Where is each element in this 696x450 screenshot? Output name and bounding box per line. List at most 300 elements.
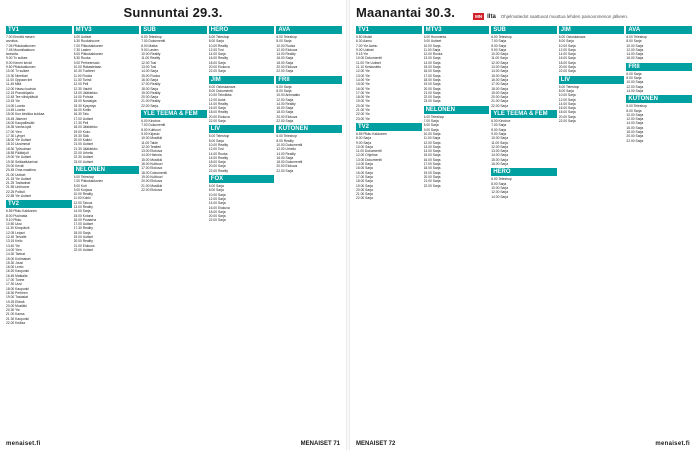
program-listing: 16.00 Sarja (423, 69, 441, 74)
program-listing: 13.00 Elokuva (141, 149, 163, 154)
program-listing: 12.00 Talous (73, 200, 93, 205)
program-listing: 18.10 Uusimmat (6, 142, 31, 147)
program-listing: 19.00 Sarja (356, 183, 373, 188)
program-listing: 13.00 Sarja (423, 144, 441, 149)
program-listing: 15.00 Ruoka (141, 73, 160, 78)
program-listing: 18.00 Sarja (276, 60, 294, 65)
channel-header-jim: JIM (209, 76, 275, 84)
program-listing: 17.00 Uutiset (73, 116, 94, 121)
program-listing: 7.30 Lasten (73, 47, 91, 52)
program-listing: 20.00 Sarja (558, 114, 576, 119)
program-listing: 7.45 Muumilaakson (6, 47, 35, 52)
program-listing: 7.00 Pikkukakkonen (73, 43, 104, 48)
program-listing: 10.50 Uusi (6, 222, 22, 227)
program-listing: 10.00 Sarja (491, 136, 509, 141)
program-listing: 9.00 Sarja (491, 47, 507, 52)
program-listing: 17.00 Tunne (6, 278, 25, 283)
program-listing: 21.00 Reality (141, 99, 161, 104)
listing-column (559, 24, 625, 434)
program-listing: 14.00 Ylen (6, 247, 22, 252)
channel-header-tv2: TV2 (356, 123, 422, 131)
program-listing: 11.10 Keskustelu (356, 65, 382, 70)
program-listing: 12.00 Sarja (491, 60, 509, 65)
listing-column (74, 24, 140, 434)
listing-column (626, 24, 692, 434)
program-listing: 6.00 Ostoskanava (558, 35, 586, 39)
program-listing: 8.00 Sarja (558, 88, 574, 93)
channel-header-liv: LIV (559, 76, 625, 84)
listing-column (6, 24, 72, 434)
program-listing: 12.00 Sarja (626, 117, 644, 122)
program-listing: 22.00 Sarja (276, 168, 294, 173)
program-listing: 14.30 Tarinat (6, 252, 26, 257)
program-listing: 16.00 Sarja (626, 56, 644, 61)
program-listing: 9.00 Kenen kevät (6, 60, 32, 65)
program-listing: 10.00 Reality (141, 52, 161, 57)
program-listing: 8.00 Sarja (491, 181, 507, 186)
channel-header-tv1: TV1 (356, 26, 422, 34)
program-listing: 22.00 Sarja (208, 119, 226, 124)
program-listing: 18.00 Reality (208, 110, 229, 115)
program-listing: 19.00 Yle (356, 99, 370, 104)
program-listing: 16.00 Puutarha (73, 217, 97, 222)
program-listing: 19.00 Sarja (423, 82, 441, 87)
program-listing: 10.00 Animaatio (276, 93, 301, 98)
brand-logo (473, 13, 628, 20)
program-listing: 15.00 Sarja (356, 166, 373, 171)
program-listing: 16.00 Sarja (491, 77, 509, 82)
program-listing: 19.00 Kulttuuri (141, 174, 163, 179)
program-listing: 22.00 Urheilu (73, 151, 94, 156)
program-listing: 20.00 Reality (73, 239, 93, 244)
program-listing: 20.00 Elokuva (276, 164, 298, 169)
program-listing: 10.00 Sarja (626, 80, 644, 85)
program-listing: 23.00 Yle (356, 116, 370, 121)
program-listing: 7.00 Dokumentti (141, 123, 166, 128)
program-listing: 18.00 Sarja (141, 86, 159, 91)
program-listing: 14.00 Puhuta (73, 95, 94, 100)
program-listing: 16.00 Sarja (276, 106, 294, 111)
program-listing: 9.00 Lasten (141, 47, 159, 52)
program-listing: 13.00 Sarja (491, 65, 509, 70)
program-listing: 14.00 Sarja (356, 162, 373, 167)
program-listing: 12.45 Tervalle (6, 235, 27, 240)
program-listing: 14.00 Sarja (626, 88, 644, 93)
program-listing: 6.00 Teleshop (626, 104, 647, 109)
program-listing: 14.00 Reality (276, 52, 296, 57)
program-listing: 6.00 Teleshop (423, 114, 445, 119)
program-listing: arvoitus. (6, 39, 19, 44)
program-listing: 16.00 Sarja (208, 106, 226, 111)
program-listing: 19.30 Seikkailutarinat (6, 159, 38, 164)
left-page-footer (6, 441, 340, 447)
program-listing: 12.00 Ruoka (423, 52, 443, 57)
program-listing: 20.00 Sarja (208, 214, 226, 219)
program-listing: 18.00 Sarja (208, 60, 226, 65)
program-listing: 7.00 Sarja (491, 39, 507, 44)
program-listing: 18.00 Jääkiekko (73, 125, 98, 130)
program-listing: 13.00 Reality (73, 204, 93, 209)
program-listing: 8.00 Sarja (208, 188, 224, 193)
listing-column (491, 24, 557, 434)
program-listing: 14.00 Yle (356, 77, 370, 82)
program-listing: 9.00 Perheenvalo (73, 60, 100, 65)
program-listing: 18.30 Työvoiman (6, 146, 32, 151)
program-listing: 20.00 Elokuva (276, 114, 298, 119)
program-listing: 10.00 Sarja (356, 144, 373, 149)
listing-column (276, 24, 342, 434)
program-listing: 9.00 Kirjasto (141, 131, 160, 136)
program-listing: 12.00 Ohjelma (356, 153, 378, 158)
program-listing: 12.00 Urheilu (276, 147, 296, 152)
program-listing: 14.45 Luonto (6, 108, 26, 113)
program-listing: 14.00 Sarja (73, 209, 91, 214)
channel-header-nelonen: NELONEN (74, 166, 140, 174)
program-listing: 6.55 Pikku Kakkonen (356, 131, 387, 136)
program-listing: 20.30 Yle (6, 308, 20, 313)
program-listing: 22.00 Uutiset (73, 247, 94, 252)
program-listing: 22.00 Sarja (356, 196, 373, 201)
brand-badge: MN (475, 14, 483, 19)
program-listing: 22.00 Yle (356, 112, 370, 117)
program-listing: 19.00 Koko (73, 129, 91, 134)
program-listing: 16.00 Sarja (558, 56, 576, 61)
program-listing: 21.30 Kaupunki (6, 316, 29, 321)
program-listing: 11.45 Mitä (6, 82, 22, 87)
program-listing: 7.00 Sarja (491, 123, 507, 128)
program-listing: 15.00 Nostalgia (73, 99, 97, 104)
program-listing: 11.00 Sarja (491, 56, 508, 61)
program-listing: 18.00 Kaupunki (6, 286, 29, 291)
program-listing: 18.00 Sarja (356, 179, 373, 184)
program-listing: 17.00 Ylen (6, 129, 22, 134)
program-listing: 18.00 Sarja (208, 209, 226, 214)
program-listing: 17.00 Reality (141, 82, 161, 87)
program-listing: 11.00 Sarja (423, 136, 441, 141)
page-title-monday: Maanantai 30.3. (356, 5, 456, 20)
program-listing: 8.00 Sarja (626, 39, 642, 44)
program-listing: 12.00 Sarja (626, 47, 644, 52)
program-listing: 17.00 Yle (356, 90, 370, 95)
program-listing: 6.00 Sarja (208, 184, 224, 189)
program-listing: 6.00 Teleshop (208, 134, 230, 139)
program-listing: 10.00 Reality (73, 192, 93, 197)
program-listing: 21.00 Sarja (491, 99, 509, 104)
program-listing: 12.30 Vauhti (73, 86, 92, 91)
program-listing: 10.00 Sarja (423, 43, 441, 48)
program-listing: 16.00 Reality (208, 56, 229, 61)
program-listing: 7.00 Sarja (423, 119, 439, 124)
program-listing: 19.25 Elämä (6, 299, 25, 304)
program-listing: 12.00 Yle (356, 69, 370, 74)
left-page (0, 0, 346, 450)
program-listing: 17.30 Reality (73, 226, 93, 231)
program-listing: 7.00 Dokumentti (141, 39, 166, 44)
program-listing: 20.00 Sarja (356, 187, 373, 192)
right-page (350, 0, 696, 450)
program-listing: 8.00 Matka (141, 43, 158, 48)
channel-header-nelonen: NELONEN (424, 106, 490, 114)
program-listing: 14.00 Sarja (558, 101, 576, 106)
program-listing: 14.00 Reality (276, 151, 296, 156)
channel-header-tv2: TV2 (6, 200, 72, 208)
program-listing: 14.00 Sarja (491, 153, 509, 158)
program-listing: 21.00 Elokuva (73, 243, 95, 248)
program-listing: 12.00 Tosi (208, 147, 224, 152)
program-listing: 22.00 Sarja (491, 103, 509, 108)
program-listing: 15.00 Yle (356, 82, 370, 87)
program-listing: 20.00 Sarja (208, 164, 226, 169)
program-listing: 6.00 Teleshop (558, 84, 580, 89)
program-listing: 13.40 Yle (6, 243, 20, 248)
program-listing: 6.55 Pikku Kakkonen (6, 209, 37, 214)
program-listing: 20.00 Kevät (6, 163, 24, 168)
program-listing: 22.00 Sarja (558, 119, 576, 124)
program-listing: 14.00 Sarja (491, 69, 509, 74)
footer-site: menaiset.fi (6, 441, 41, 447)
program-listing: 22.00 Reality (208, 168, 229, 173)
program-listing: 6.00 Kinobox (491, 119, 511, 124)
program-listing: 18.00 Sarja (491, 86, 509, 91)
program-listing: 7.05 Pikkukakkonen (6, 43, 36, 48)
program-listing: 22.00 Sarja (141, 103, 159, 108)
program-listing: 12.00 Sarja (423, 140, 441, 145)
program-listing: 16.00 Sarja (141, 77, 159, 82)
program-listing: 16.30 Talo (73, 112, 89, 117)
program-listing: 22.00 Sarja (626, 138, 644, 143)
left-page-columns (6, 24, 342, 434)
program-listing: 14.00 Sarja (626, 121, 644, 126)
program-listing: 21.00 Kansa (6, 312, 25, 317)
program-listing: 20.00 Elokuva (208, 114, 230, 119)
program-listing: 8.00 Sarja (491, 127, 507, 132)
program-listing: 8.00 Sarja (491, 43, 507, 48)
program-listing: 19.00 Reality (141, 90, 161, 95)
program-listing: 17.00 Uutiset (73, 222, 94, 227)
program-listing: 18.00 Yle (356, 95, 370, 100)
program-listing: 12.15 Pianokilpailu (6, 90, 34, 95)
program-listing: 8.00 Pikkukakkonen (73, 52, 104, 57)
program-listing: 11.30 Kinopäivä (6, 226, 30, 231)
program-listing: 16.00 Reality (208, 155, 229, 160)
brand-name: Ilta (487, 13, 496, 20)
program-listing: 22.55 Yle Uutiset (6, 193, 32, 198)
program-listing: 9.00 Sarja (491, 131, 507, 136)
program-listing: 23.00 Uutiset (73, 159, 94, 164)
program-listing: 12.00 Tosi (208, 47, 224, 52)
program-listing: 12.00 Peli (73, 82, 89, 87)
program-listing: 16.00 Kaupallisväki (6, 120, 35, 125)
program-listing: 15.30 Kysymys (73, 103, 96, 108)
channel-header-mtv3: MTV3 (74, 26, 140, 34)
program-listing: 6.00 Teleshop (276, 134, 297, 139)
program-listing: 20.00 Yle (356, 103, 370, 108)
program-listing: 17.00 Sarja (423, 73, 441, 78)
program-listing: 9.50 Pikkukakkonen (6, 65, 36, 70)
program-listing: 21.55 Unihuone (6, 185, 30, 190)
program-listing: 13.00 Sarja (423, 56, 441, 61)
program-listing: 20.45 Oma maailma (6, 168, 36, 173)
program-listing: 17.00 Sarja (491, 82, 509, 87)
program-listing: 16.00 Sarja (276, 56, 294, 61)
program-listing: 11.00 Reality (141, 56, 161, 61)
program-listing: 16.00 Lento (6, 265, 24, 270)
program-listing: 23.00 Sarja (423, 99, 441, 104)
right-page-columns (356, 24, 692, 434)
channel-header-hero: HERO (491, 168, 557, 176)
program-listing: 8.00 Sarja (276, 88, 292, 93)
program-listing: 20.00 Musiikki (6, 303, 27, 308)
program-listing: 12.00 Autot (208, 97, 226, 102)
program-listing: 10.00 Sarja (626, 43, 644, 48)
program-listing: 15.00 Kotona (73, 213, 94, 218)
program-listing: 16.20 Kaupunki (6, 269, 29, 274)
footer-site: menaiset.fi (655, 441, 690, 447)
program-listing: 8.00 Kulttuuri (141, 127, 161, 132)
program-listing: 14.00 Reality (208, 101, 229, 106)
program-listing: 8.00 Puuhasta (6, 213, 28, 218)
program-listing: 16.00 Kulttuuri (141, 162, 163, 167)
program-listing: 11.30 Turisti (73, 77, 92, 82)
program-listing: 10.00 Dokumentti (276, 142, 303, 147)
program-listing: 9.10 Pikku (6, 217, 22, 222)
program-listing: 8.00 Sarja (558, 39, 574, 44)
program-listing: 10.00 Musiikki (141, 136, 163, 141)
program-listing: 12.00 Teatteri (141, 144, 162, 149)
right-page-header (350, 0, 696, 20)
program-listing: 10.00 Sarja (423, 131, 441, 136)
program-listing: 20.00 Elokuva (276, 65, 298, 70)
program-listing: 6.00 Teleshop (276, 35, 297, 39)
channel-header-frii: FRII (626, 63, 692, 71)
program-listing: 12.00 Sarja (276, 97, 294, 102)
program-listing: 15.00 Musiikki (141, 157, 163, 162)
program-listing: 10.00 Sarja (208, 192, 226, 197)
program-listing: 16.00 Sarja (423, 157, 441, 162)
program-listing: 14.00 Sarja (423, 60, 441, 65)
program-listing: 10.00 Sarja (558, 43, 576, 48)
program-listing: 17.00 Elokuva (141, 166, 163, 171)
program-listing: 12.00 Sarja (491, 190, 509, 195)
program-listing: 6.00 Teleshop (626, 35, 647, 39)
program-listing: 6.00 Teleshop (208, 35, 230, 39)
program-listing: 10.00 Dokumentti (356, 56, 382, 61)
program-listing: 21.25 Tositarinat (6, 181, 31, 186)
program-listing: 16.00 Sarja (491, 162, 509, 167)
program-listing: 10.00 Reality (208, 43, 229, 48)
program-listing: 8.00 Koti (73, 183, 87, 188)
program-listing: 20.00 Elokuva (141, 179, 163, 184)
program-listing: 22.00 Sarja (423, 95, 441, 100)
program-listing: 14.00 Historia (141, 153, 162, 158)
program-listing: 12.00 Sarja (491, 144, 509, 149)
program-listing: 11.00 Oppaan tiet (6, 77, 32, 82)
program-listing: 8.00 Sarja (208, 39, 224, 44)
program-listing: 8.00 Reality (276, 138, 294, 143)
program-listing: 22.00 Sarja (208, 218, 226, 223)
program-listing: 11.00 Taide (141, 140, 158, 145)
program-listing: 8.00 Sarja (208, 138, 224, 143)
program-listing: 12.00 Tosi (141, 60, 157, 65)
program-listing: 6.00 Huomenta (423, 35, 447, 39)
program-listing: 10.30 Tuotteet (73, 69, 95, 74)
program-listing: 21.00 Uutiset (6, 172, 26, 177)
program-listing: 11.00 Sarja (491, 140, 508, 145)
channel-header-ava: AVA (276, 26, 342, 34)
program-listing: 10.00 Reality (208, 142, 229, 147)
program-listing: 19.00 Sarja (491, 90, 509, 95)
program-listing: 8.30 Ruoka (73, 56, 91, 61)
program-listing: 18.00 Yle Uutiset (6, 138, 32, 143)
left-page-header (0, 0, 346, 20)
program-listing: 9.00 Uutiset (423, 39, 442, 44)
program-listing: 8.00 Sarja (423, 123, 439, 128)
program-listing: 19.00 Uutiset (73, 235, 94, 240)
program-listing: 14.00 Sarja (208, 52, 226, 57)
program-listing: 13.00 Yle (356, 73, 370, 78)
program-listing: 14.00 Sarja (491, 194, 509, 199)
program-listing: 13.00 Jääkiekko (73, 90, 98, 95)
channel-header-kutonen: KUTONEN (626, 95, 692, 103)
program-listing: 15.00 Sarja (423, 153, 441, 158)
program-listing: 10.00 Sarja (491, 185, 509, 190)
channel-header-tv1: TV1 (6, 26, 72, 34)
program-listing: 18.00 Sarja (558, 110, 576, 115)
program-listing: 19.00 Tosiasiat (6, 295, 28, 300)
program-listing: 15.00 Kotimaiset (6, 256, 31, 261)
program-listing: 9.15 Yle (356, 52, 369, 57)
program-listing: 22.00 Sarja (276, 119, 294, 124)
channel-header-sub: SUB (141, 26, 207, 34)
program-listing: 7.00 Yle Aamu (356, 43, 378, 48)
program-listing: 18.00 Dokumentti (141, 170, 168, 175)
channel-header-yle-teema-fem: YLE TEEMA & FEM (491, 110, 557, 118)
program-listing: 12.00 Sarja (558, 97, 576, 102)
program-listing: 8.00 Dokumentti (208, 88, 233, 93)
program-listing: 6.00 Teleshop (73, 174, 95, 179)
program-listing: 21.00 Yle (356, 108, 370, 113)
channel-header-jim: JIM (559, 26, 625, 34)
listing-column (209, 24, 275, 434)
program-listing: 20.00 Elokuva (208, 65, 230, 70)
program-listing: 20.00 Sarja (423, 86, 441, 91)
program-listing: 22.00 Sarja (276, 69, 294, 74)
program-listing: 16.00 Kotiin (73, 108, 92, 113)
program-listing: 14.00 Sarja (208, 201, 226, 206)
listing-column (356, 24, 422, 434)
program-listing: 7.00 Ennätä mesen (6, 35, 35, 39)
program-listing: 14.00 Sarja (141, 69, 159, 74)
program-listing: 16.00 Sarja (356, 170, 373, 175)
page-title-sunday: Sunnuntai 29.3. (123, 5, 223, 20)
channel-header-ava: AVA (626, 26, 692, 34)
program-listing: 14.00 Sarja (626, 52, 644, 57)
program-listing: 21.00 Sarja (356, 192, 373, 197)
program-listing: 16.00 Yle (356, 86, 370, 91)
program-listing: 16.35 Vanha kylä (6, 125, 32, 130)
program-listing: 21.00 Sarja (423, 179, 441, 184)
program-listing: 19.00 Yle Uutiset (6, 155, 32, 160)
program-listing: 14.00 Luonto (6, 103, 26, 108)
program-listing: 20.00 Sarja (423, 174, 441, 179)
program-listing: 6.00 Teleshop (491, 177, 512, 182)
program-listing: 16.45 Matkalla (6, 273, 28, 278)
program-listing: 6.00 Teleshop (141, 35, 162, 39)
program-listing: 10.00 Ruoka (276, 43, 296, 48)
program-listing: 13.15 Kello (6, 239, 23, 244)
program-listing: 13.15 Yle (6, 99, 20, 104)
program-listing: 6.00 Uutiset (73, 35, 92, 39)
